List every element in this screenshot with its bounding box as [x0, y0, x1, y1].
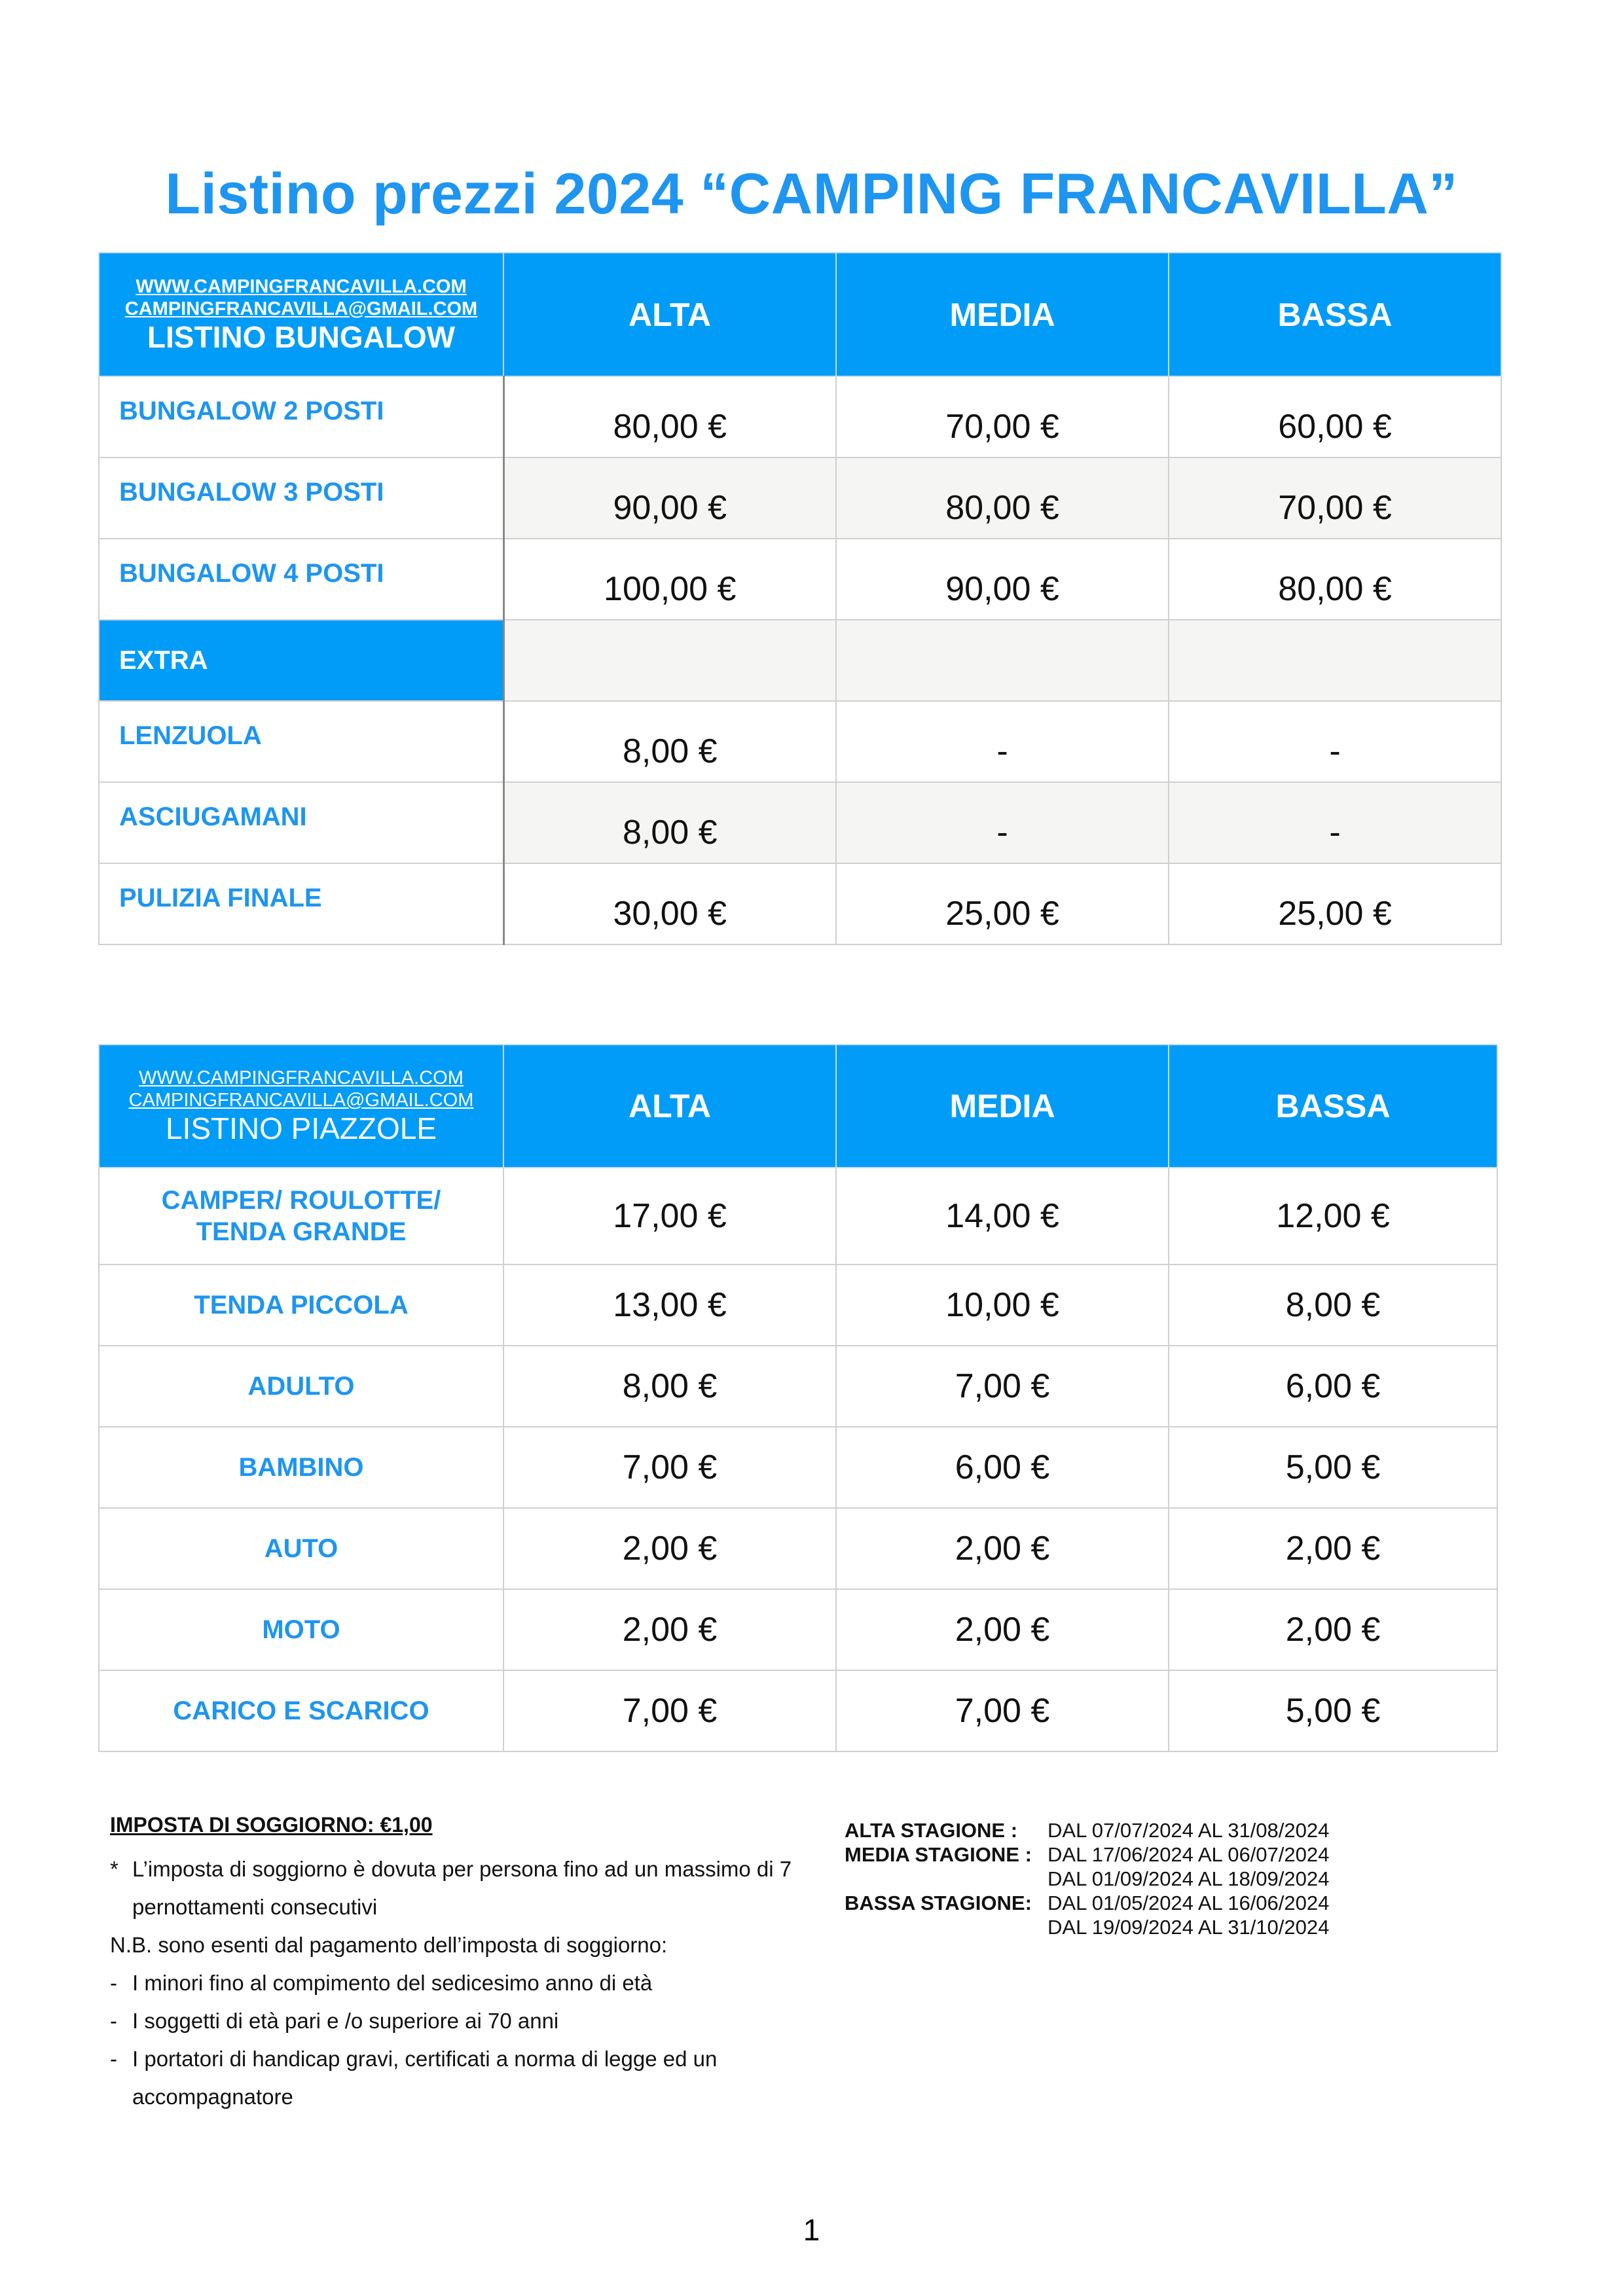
price-cell: 14,00 €: [836, 1168, 1169, 1265]
price-cell: 60,00 €: [1169, 376, 1501, 457]
season-label: MEDIA STAGIONE :: [845, 1843, 1032, 1866]
price-cell: -: [1169, 782, 1501, 863]
price-cell: 30,00 €: [503, 863, 836, 944]
price-cell: 2,00 €: [503, 1589, 836, 1670]
price-cell: 8,00 €: [503, 1346, 836, 1427]
price-cell: 7,00 €: [503, 1670, 836, 1751]
table-row: [99, 1589, 1497, 1670]
price-cell: 2,00 €: [1169, 1508, 1497, 1589]
price-cell: 5,00 €: [1169, 1427, 1497, 1508]
price-cell: 70,00 €: [1169, 457, 1501, 539]
season-dates-text: DAL 07/07/2024 AL 31/08/2024: [1048, 1819, 1330, 1842]
bungalow-header-corner: [99, 253, 503, 376]
price-cell: 8,00 €: [503, 782, 836, 863]
price-cell: 80,00 €: [836, 457, 1169, 539]
price-cell: 10,00 €: [836, 1265, 1169, 1346]
season-row-alta: [845, 1818, 1434, 1842]
bungalow-price-table: [98, 252, 1502, 945]
note-line: [110, 1888, 830, 1926]
dash-marker: -: [110, 1971, 117, 1995]
season-row-media: [845, 1842, 1434, 1867]
column-header-bassa: BASSA: [1169, 253, 1501, 376]
column-header-bassa: BASSA: [1169, 1045, 1497, 1168]
price-cell: 2,00 €: [1169, 1589, 1497, 1670]
price-cell: 80,00 €: [1169, 539, 1501, 620]
dash-marker: -: [110, 2009, 117, 2033]
price-cell: 90,00 €: [836, 539, 1169, 620]
table-row: [99, 1168, 1497, 1265]
column-header-media: MEDIA: [836, 1045, 1169, 1168]
note-text: L’imposta di soggiorno è dovuta per persona fino ad un massimo di 7: [132, 1857, 792, 1881]
price-cell: 5,00 €: [1169, 1670, 1497, 1751]
row-label: CARICO E SCARICO: [99, 1670, 503, 1751]
price-cell: [836, 620, 1169, 701]
season-row-bassa-2: [845, 1915, 1434, 1939]
price-cell: 6,00 €: [836, 1427, 1169, 1508]
price-cell: 17,00 €: [503, 1168, 836, 1265]
page-title: Listino prezzi 2024 “CAMPING FRANCAVILLA”: [165, 161, 1458, 226]
row-label: MOTO: [99, 1589, 503, 1670]
season-row-media-2: [845, 1867, 1434, 1891]
row-label: BUNGALOW 4 POSTI: [99, 539, 503, 620]
email-link[interactable]: CAMPINGFRANCAVILLA@GMAIL.COM: [124, 298, 478, 319]
exempt-text: I soggetti di età pari e /o superiore ai 70 anni: [132, 2009, 559, 2033]
season-dates-text: DAL 01/09/2024 AL 18/09/2024: [1048, 1867, 1330, 1890]
table-row: [99, 539, 1501, 620]
note-line: [110, 1850, 830, 1888]
column-header-alta: ALTA: [503, 1045, 836, 1168]
season-dates: [845, 1818, 1434, 1939]
price-cell: -: [1169, 701, 1501, 782]
price-cell: -: [836, 782, 1169, 863]
price-cell: 90,00 €: [503, 457, 836, 539]
row-label: CAMPER/ ROULOTTE/ TENDA GRANDE: [99, 1168, 503, 1265]
table-row: [99, 1346, 1497, 1427]
price-cell: 100,00 €: [503, 539, 836, 620]
exempt-item: [110, 1964, 830, 2002]
nb-line: N.B. sono esenti dal pagamento dell’imposta di soggiorno:: [110, 1933, 668, 1957]
table-row: [99, 1265, 1497, 1346]
page-number: 1: [803, 2213, 820, 2247]
price-cell: 2,00 €: [836, 1508, 1169, 1589]
email-link[interactable]: CAMPINGFRANCAVILLA@GMAIL.COM: [128, 1090, 474, 1111]
price-cell: 70,00 €: [836, 376, 1169, 457]
listino-piazzole-title: LISTINO PIAZZOLE: [165, 1111, 437, 1145]
row-label: BUNGALOW 2 POSTI: [99, 376, 503, 457]
season-label: BASSA STAGIONE:: [845, 1892, 1032, 1914]
price-cell: 8,00 €: [503, 701, 836, 782]
row-label: BAMBINO: [99, 1427, 503, 1508]
dash-marker: -: [110, 2047, 117, 2071]
price-cell: 13,00 €: [503, 1265, 836, 1346]
table-row: [99, 376, 1501, 457]
season-label: ALTA STAGIONE :: [845, 1819, 1018, 1842]
season-row-bassa: [845, 1891, 1434, 1915]
row-label: ADULTO: [99, 1346, 503, 1427]
price-cell: 7,00 €: [836, 1346, 1169, 1427]
row-label: PULIZIA FINALE: [99, 863, 503, 944]
price-cell: 6,00 €: [1169, 1346, 1497, 1427]
exempt-item: [110, 2002, 830, 2040]
table-row: [99, 1670, 1497, 1751]
tourist-tax-notes: [110, 1813, 830, 2116]
season-dates-text: DAL 01/05/2024 AL 16/06/2024: [1048, 1892, 1330, 1914]
column-header-alta: ALTA: [503, 253, 836, 376]
row-label: AUTO: [99, 1508, 503, 1589]
price-cell: [1169, 620, 1501, 701]
price-cell: 7,00 €: [836, 1670, 1169, 1751]
star-marker: *: [110, 1857, 119, 1881]
season-dates-text: DAL 17/06/2024 AL 06/07/2024: [1048, 1843, 1330, 1866]
row-label: TENDA PICCOLA: [99, 1265, 503, 1346]
exempt-text: I minori fino al compimento del sedicesimo anno di età: [132, 1971, 653, 1995]
price-cell: 2,00 €: [503, 1508, 836, 1589]
extra-section-label: EXTRA: [99, 620, 503, 701]
price-cell: 8,00 €: [1169, 1265, 1497, 1346]
exempt-item-continued: [110, 2078, 830, 2116]
row-label: BUNGALOW 3 POSTI: [99, 457, 503, 539]
table-row: [99, 457, 1501, 539]
table-row: [99, 1508, 1497, 1589]
season-dates-text: DAL 19/09/2024 AL 31/10/2024: [1048, 1916, 1330, 1939]
table-row: [99, 863, 1501, 944]
price-cell: 12,00 €: [1169, 1168, 1497, 1265]
price-cell: -: [836, 701, 1169, 782]
note-text: pernottamenti consecutivi: [132, 1895, 378, 1919]
table-row: [99, 1427, 1497, 1508]
exempt-text: I portatori di handicap gravi, certificati a norma di legge ed un: [132, 2047, 718, 2071]
listino-bungalow-title: LISTINO BUNGALOW: [147, 319, 456, 354]
price-cell: 25,00 €: [1169, 863, 1501, 944]
price-cell: 2,00 €: [836, 1589, 1169, 1670]
row-label: ASCIUGAMANI: [99, 782, 503, 863]
price-cell: 7,00 €: [503, 1427, 836, 1508]
piazzole-price-table: [98, 1044, 1498, 1752]
website-link[interactable]: WWW.CAMPINGFRANCAVILLA.COM: [139, 1067, 464, 1088]
price-cell: 80,00 €: [503, 376, 836, 457]
column-header-media: MEDIA: [836, 253, 1169, 376]
price-cell: 25,00 €: [836, 863, 1169, 944]
row-label: LENZUOLA: [99, 701, 503, 782]
website-link[interactable]: WWW.CAMPINGFRANCAVILLA.COM: [136, 276, 467, 297]
extra-section-row: [99, 620, 1501, 701]
price-cell: [503, 620, 836, 701]
exempt-text: accompagnatore: [132, 2085, 293, 2109]
imposta-heading: IMPOSTA DI SOGGIORNO: €1,00: [110, 1813, 433, 1837]
table-row: [99, 701, 1501, 782]
exempt-item: [110, 2040, 830, 2078]
table-row: [99, 782, 1501, 863]
piazzole-header-corner: [99, 1045, 503, 1168]
